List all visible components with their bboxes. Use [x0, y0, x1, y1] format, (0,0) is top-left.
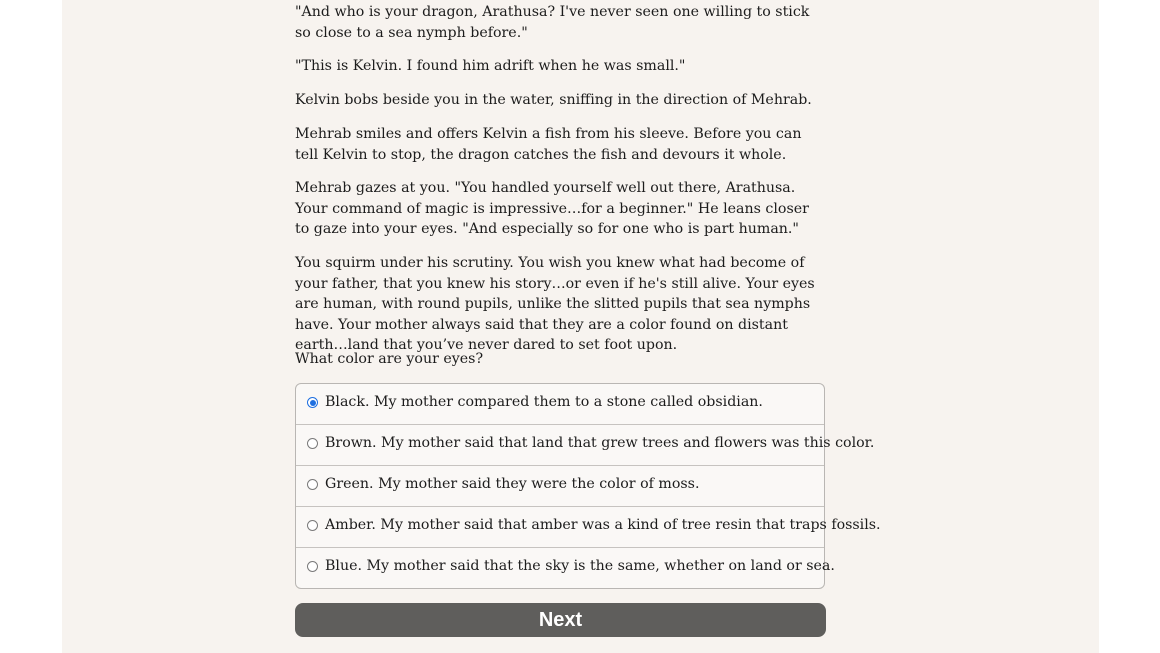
- story-paragraph: You squirm under his scrutiny. You wish you knew what had become of your father, that you knew his story…or even if he's still alive. Your eyes are human, with round pupils, unlike the slitted pupils that sea nymphs have. Your mother always said that they are a color found on distant earth…land that you’ve never dared to set foot upon.: [295, 255, 815, 353]
- story-paragraph: Mehrab smiles and offers Kelvin a fish from his sleeve. Before you can tell Kelvin to stop, the dragon catches the fish and devours it whole.: [295, 126, 802, 163]
- radio-button-selected[interactable]: [307, 397, 318, 408]
- choice-option-amber[interactable]: [296, 507, 881, 548]
- story-paragraph: "And who is your dragon, Arathusa? I've never seen one willing to stick so close to a sea nymph before.": [295, 4, 810, 41]
- radio-button[interactable]: [307, 561, 318, 572]
- choice-label: Green. My mother said they were the color of moss.: [325, 476, 700, 492]
- radio-button[interactable]: [307, 438, 318, 449]
- choice-label: Brown. My mother said that land that grew trees and flowers was this color.: [325, 435, 875, 451]
- choice-list: [295, 383, 881, 589]
- choice-label: Blue. My mother said that the sky is the same, whether on land or sea.: [325, 558, 835, 574]
- story-paragraph: Mehrab gazes at you. "You handled yourself well out there, Arathusa. Your command of magic is impressive…for a beginner." He leans closer to gaze into your eyes. "And especially so for one who is part human.": [295, 180, 809, 237]
- next-button[interactable]: Next: [295, 603, 826, 637]
- story-paragraph: Kelvin bobs beside you in the water, sniffing in the direction of Mehrab.: [295, 92, 812, 108]
- radio-button[interactable]: [307, 479, 318, 490]
- choice-option-black[interactable]: [296, 384, 824, 425]
- choice-option-green[interactable]: [296, 466, 824, 507]
- choice-label: Amber. My mother said that amber was a kind of tree resin that traps fossils.: [325, 517, 881, 533]
- choice-option-brown[interactable]: [296, 425, 875, 466]
- story-paragraph: "This is Kelvin. I found him adrift when he was small.": [295, 58, 686, 74]
- choice-prompt: What color are your eyes?: [295, 351, 484, 367]
- radio-button[interactable]: [307, 520, 318, 531]
- choice-label: Black. My mother compared them to a stone called obsidian.: [325, 394, 763, 410]
- choice-option-blue[interactable]: [296, 548, 835, 589]
